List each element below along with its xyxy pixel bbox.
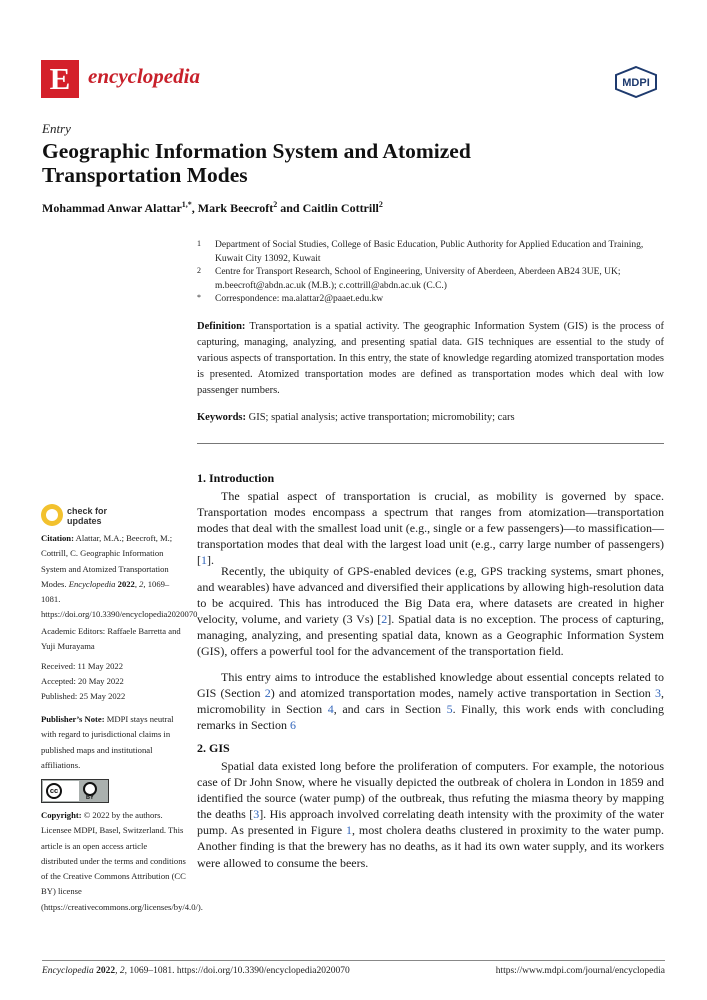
footer-journal-url[interactable]: https://www.mdpi.com/journal/encyclopedia [495, 966, 665, 976]
affiliation-text: Department of Social Studies, College of Basic Education, Public Authority for Applied Education and Training, Kuwait City 13092, Kuwait [215, 240, 644, 264]
author-name[interactable]: Mohammad Anwar Alattar [42, 201, 182, 215]
author-affiliation-mark: 2 [378, 200, 383, 209]
section-link[interactable]: 2 [264, 686, 271, 701]
intro-paragraph-3 [197, 669, 664, 733]
paragraph-text: ]. His approach involved correlating death intensity with the proximity of the water pump. As presented in Figure [197, 807, 664, 838]
definition-text: Transportation is a spatial activity. The geographic Information System (GIS) is the process of capturing, managing, analyzing, and presenting spatial data. GIS techniques are essential to the study of various aspects of transportation. In this entry, the state of knowledge regarding atomized transportation modes is presented. Atomized transportation modes are defined as transportation modes which deal with low passenger numbers. [197, 321, 664, 397]
by-person-icon [83, 782, 97, 796]
paragraph-text: The spatial aspect of transportation is crucial, as mobility is governed by space. Transportation modes encompass a spectrum that ranges from atomization—transportation modes that deal with the smallest load unit (e.g., single or a few passengers)—to massification—transportation modes that deal with the largest load unit (e.g., carry large number of passengers) [ [197, 489, 664, 568]
footer-divider [42, 960, 665, 961]
author-affiliation-mark: 2 [273, 200, 278, 209]
footer-year: 2022 [96, 966, 116, 976]
definition-paragraph [197, 319, 664, 399]
article-title: Geographic Information System and Atomized Transportation Modes [42, 139, 471, 187]
citation-link[interactable]: 2 [381, 612, 388, 627]
citation-volume: 2 [139, 578, 144, 589]
paragraph-text: ) and atomized transportation modes, namely active transportation in Section [270, 686, 655, 701]
paragraph-text: ]. Spatial data is no exception. The process of capturing, managing, analyzing, and presenting spatial data, known as a Geographic Information System (GIS), offers a powerful tool for the advancement of the transportation field. [197, 612, 665, 659]
published-date: Published: 25 May 2022 [41, 691, 126, 701]
author-separator: and [277, 201, 303, 215]
academic-editors: Academic Editors: Raffaele Barretta and Yuji Murayama [41, 626, 181, 652]
paragraph-text: This entry aims to introduce the established knowledge about essential concepts related to GIS (Section [197, 670, 664, 701]
received-date: Received: 11 May 2022 [41, 661, 124, 671]
intro-paragraph-2 [197, 563, 664, 660]
section-link[interactable]: 3 [655, 686, 661, 701]
check-updates-line2: updates [67, 516, 102, 526]
copyright-text: © 2022 by the authors. Licensee MDPI, Basel, Switzerland. This article is an open access article distributed under the terms and conditions of the Creative Commons Attribution (CC BY) license (https://creativecommons.org/licenses/by/4.0/). [41, 810, 203, 912]
citation-block: Citation: Alattar, M.A.; Beecroft, M.; Cottrill, C. Geographic Information System and Atomized Transportation Modes. Encyclopedia 2022, 2, 1069–1081. https://doi.org/10.3390/encyclopedia2020070 [41, 533, 198, 620]
paragraph-text: . Finally, this work ends with concluding remarks in Section [197, 702, 664, 733]
keywords-label: Keywords: [197, 412, 246, 423]
affiliation-text: Centre for Transport Research, School of Engineering, University of Aberdeen, Aberdeen AB24 3UE, UK; m.beecroft@abdn.ac.uk (M.B.); c.cottrill@abdn.ac.uk (C.C.) [215, 267, 621, 291]
section-link[interactable]: 4 [327, 702, 334, 717]
footer-doi[interactable]: , 1069–1081. https://doi.org/10.3390/encyclopedia2020070 [124, 966, 350, 976]
mdpi-logo[interactable] [612, 66, 660, 98]
check-updates-icon-inner [46, 509, 58, 521]
paragraph-text: , and cars in Section [333, 702, 447, 717]
journal-name: encyclopedia [88, 64, 200, 88]
definition-label: Definition: [197, 321, 246, 332]
gis-paragraph-1 [197, 758, 664, 871]
author-separator: , [191, 201, 198, 215]
keywords-text: GIS; spatial analysis; active transportation; micromobility; cars [248, 412, 515, 423]
publisher-note-text: MDPI stays neutral with regard to jurisdictional claims in published maps and institutional affiliations. [41, 714, 174, 770]
paragraph-text: , micromobility in Section [197, 686, 664, 717]
section-heading: 1. Introduction [197, 471, 275, 485]
section-link[interactable]: 6 [289, 718, 296, 733]
footer-citation: Encyclopedia 2022, 2, 1069–1081. https://doi.org/10.3390/encyclopedia2020070 [42, 966, 350, 976]
journal-logo-letter: E [49, 61, 71, 96]
paragraph-text: Recently, the ubiquity of GPS-enabled devices (e.g, GPS tracking systems, smart phones, and wearables) have advanced and diversified their applications by allowing high-resolution data to be acquired. This has introduced the Big Data era, where datasets are created in higher velocity, volume, and variety (3 Vs) [ [197, 564, 664, 627]
citation-year: 2022 [117, 578, 135, 589]
author-list [42, 200, 383, 216]
section-heading: 2. GIS [197, 741, 230, 755]
affiliation-mark: 2 [197, 266, 201, 275]
check-updates-icon [41, 504, 63, 526]
citation-link[interactable]: 1 [201, 553, 207, 568]
article-type: Entry [42, 121, 71, 136]
cc-badge-left [43, 781, 79, 801]
author-affiliation-mark: 1,* [181, 200, 192, 209]
check-for-updates-badge[interactable] [41, 504, 111, 530]
keywords-line [197, 412, 664, 423]
citation-label: Citation: [41, 533, 74, 543]
citation-pages[interactable]: 1069–1081. https://doi.org/10.3390/encyclopedia2020070 [41, 578, 198, 620]
publisher-note-label: Publisher’s Note: [41, 714, 105, 724]
affiliation-mark: 1 [197, 239, 201, 248]
footer-journal: Encyclopedia [42, 966, 94, 976]
accepted-date: Accepted: 20 May 2022 [41, 676, 124, 686]
divider [197, 443, 664, 444]
copyright-label: Copyright: [41, 810, 82, 820]
check-updates-line1: check for [67, 506, 108, 516]
journal-logo [41, 60, 79, 98]
paragraph-text: , most cholera deaths clustered in proximity to the water pump. Another finding is that the brewery has no deaths, as it had its own water supply, and its workers were allowed to consume the beers. [197, 823, 664, 870]
citation-journal: Encyclopedia [68, 578, 116, 589]
figure-link[interactable]: 1 [346, 823, 353, 838]
citation-text: Alattar, M.A.; Beecroft, M.; Cottrill, C. Geographic Information System and Atomized Transportation Modes. [41, 533, 173, 589]
copyright-block [41, 808, 203, 915]
footer-volume: 2 [119, 966, 125, 976]
author-name[interactable]: Mark Beecroft [197, 201, 274, 215]
intro-paragraph-1 [197, 488, 664, 568]
correspondence-text: Correspondence: ma.alattar2@paaet.edu.kw [215, 294, 384, 304]
cc-icon: cc [46, 783, 62, 799]
affiliation-mark: * [197, 293, 201, 302]
cc-by-license-badge[interactable] [41, 779, 109, 803]
author-name[interactable]: Caitlin Cottrill [302, 201, 379, 215]
mdpi-logo-text: MDPI [622, 77, 650, 89]
publisher-note [41, 712, 186, 773]
section-link[interactable]: 5 [446, 702, 453, 717]
paragraph-text: Spatial data existed long before the proliferation of computers. For example, the notorious case of Dr John Snow, where he visually depicted the outbreak of cholera in London in 1859 and identified the source (water pump) of the outbreak, thus refuting the miasma theory by mapping the deaths [ [197, 759, 664, 822]
citation-link[interactable]: 3 [253, 807, 260, 822]
paragraph-text: ]. [207, 553, 214, 568]
by-label: BY [86, 795, 94, 801]
